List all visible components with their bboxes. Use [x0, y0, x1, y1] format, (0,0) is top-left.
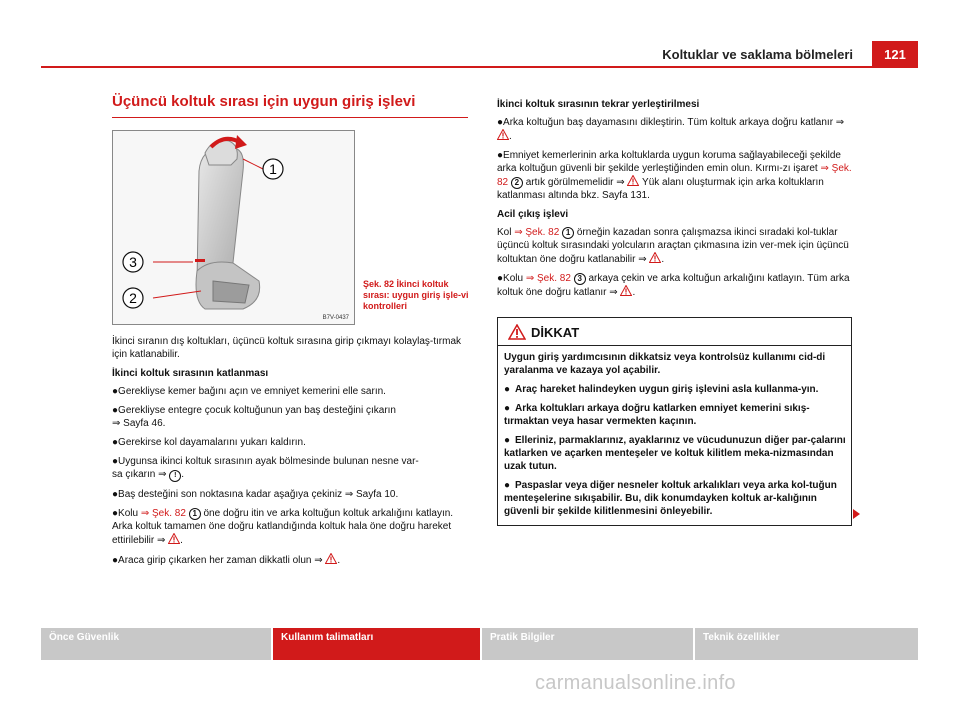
tab-safety[interactable]: Önce Güvenlik — [41, 628, 271, 660]
figure-link[interactable]: ⇒ Şek. 82 — [525, 273, 571, 284]
warning-item: ● Paspaslar veya diğer nesneler koltuk arkalıkları veya arka kol-tuğun menteşelerine sıkışabilir. Bu, dik konumdayken koltuk ar-kalığının güvenli bir şekilde kilitlenmesini önleyebilir. — [504, 480, 837, 517]
continue-arrow-icon — [853, 509, 860, 519]
list-item: ●Gerekliyse entegre çocuk koltuğunun yan baş desteğini çıkarın ⇒ Sayfa 46. — [112, 405, 396, 429]
list-item: ●Gerekirse kol dayamalarını yukarı kaldırın. — [112, 437, 306, 448]
figure-code: B7V-0437 — [322, 315, 349, 321]
section-rule — [112, 117, 468, 118]
warning-item: ● Araç hareket halindeyken uygun giriş işlevini asla kullanma-yın. — [504, 384, 819, 395]
tab-technical-data[interactable]: Teknik özellikler — [695, 628, 918, 660]
warning-triangle-icon — [508, 324, 526, 340]
warning-triangle-icon — [325, 553, 337, 564]
warning-triangle-icon — [620, 285, 632, 296]
intro-paragraph: İkinci sıranın dış koltukları, üçüncü koltuk sırasına girip çıkmayı kolaylaş-tırmak için katlanabilir. — [112, 336, 462, 360]
list-item: ●Emniyet kemerlerinin arka koltuklarda uygun koruma sağlayabileceği şekilde arka koltuğun güvenli bir şekilde yerleştiğinden emin olun. Kırmı-zı işaret ⇒ Şek. 82 2 artık görülmemelidir ⇒ Yük alanı oluşturmak için arka koltukların katlanması altında bkz. Sayfa 131. — [497, 150, 852, 201]
list-item: ●Arka koltuğun baş dayamasını dikleştirin. Tüm koltuk arkaya doğru katlanır ⇒ . — [497, 117, 845, 142]
warning-triangle-icon — [168, 533, 180, 544]
header-rule — [41, 66, 918, 68]
folding-heading: İkinci koltuk sırasının katlanması — [112, 368, 269, 379]
callout-3: 3 — [129, 254, 137, 270]
section-title: Üçüncü koltuk sırası için uygun giriş işlevi — [112, 93, 416, 110]
tab-practical-tips[interactable]: Pratik Bilgiler — [482, 628, 693, 660]
list-item: ●Gerekliyse kemer bağını açın ve emniyet kemerini elle sarın. — [112, 386, 386, 397]
right-column — [497, 98, 853, 305]
warning-triangle-icon — [649, 252, 661, 263]
warning-item: ● Arka koltukları arkaya doğru katlarken emniyet kemerini sıkış-tırmaktan veya hasar vermekten kaçının. — [504, 403, 810, 427]
figure-link[interactable]: ⇒ Şek. 82 — [497, 163, 852, 188]
figure-link[interactable]: ⇒ Şek. 82 — [140, 508, 186, 519]
callout-ref-3: 3 — [574, 273, 586, 285]
list-item: ●Araca girip çıkarken her zaman dikkatli olun ⇒ . — [112, 555, 341, 566]
figure-link[interactable]: ⇒ Şek. 82 — [514, 227, 560, 238]
warning-triangle-icon — [627, 175, 639, 186]
tab-operating-instructions[interactable]: Kullanım talimatları — [273, 628, 480, 660]
callout-ref-1: 1 — [189, 508, 201, 520]
page-number: 121 — [872, 41, 918, 67]
callout-ref-1: 1 — [562, 227, 574, 239]
callout-1: 1 — [269, 161, 277, 177]
reposition-heading: İkinci koltuk sırasının tekrar yerleştirilmesi — [497, 99, 700, 110]
seat-illustration — [113, 131, 354, 324]
warning-paragraph: Uygun giriş yardımcısının dikkatsiz veya kontrolsüz kullanımı cid-di yaralanma ve kazaya yol açabilir. — [504, 352, 826, 376]
callout-ref-2: 2 — [511, 177, 523, 189]
footer-nav — [41, 628, 918, 660]
list-item: ●Kolu ⇒ Şek. 82 1 öne doğru itin ve arka koltuğun koltuk arkalığını katlayın. Arka koltuk tamamen öne doğru katlandığında koltuk hala öne doğru hareket ettirilebilir ⇒ . — [112, 508, 454, 546]
emergency-paragraph: Kol ⇒ Şek. 82 1 örneğin kazadan sonra çalışmazsa ikinci sıradaki kol-tuklar üçüncü koltuk sırasındaki yolcuların araçtan çıkmasına izin ver-mek için üçüncü koltuktan öne doğru katlanabilir ⇒ . — [497, 227, 849, 265]
warning-triangle-icon — [497, 129, 509, 140]
figure-caption: Şek. 82 İkinci koltuk sırası: uygun giriş işle-vi kontrolleri — [363, 279, 469, 311]
list-item: ●Kolu ⇒ Şek. 82 3 arkaya çekin ve arka koltuğun arkalığını katlayın. Tüm arka koltuk öne doğru katlanır ⇒ . — [497, 273, 850, 298]
warning-header — [498, 318, 851, 346]
warning-body — [504, 351, 846, 524]
warning-title: DİKKAT — [531, 325, 580, 340]
running-header-title: Koltuklar ve saklama bölmeleri — [662, 47, 853, 62]
warning-box — [497, 317, 852, 526]
left-column — [112, 335, 468, 573]
watermark: carmanualsonline.info — [535, 672, 736, 694]
seat-figure — [112, 130, 355, 325]
callout-2: 2 — [129, 290, 137, 306]
emergency-heading: Acil çıkış işlevi — [497, 209, 569, 220]
list-item: ●Uygunsa ikinci koltuk sırasının ayak bölmesinde bulunan nesne var- sa çıkarın ⇒ ! . — [112, 456, 419, 480]
warning-item: ● Elleriniz, parmaklarınız, ayaklarınız ve vücudunuzun diğer par-çalarını katlarken ve açarken menteşeler ve koltuk kilitlem meka-nizmasından uzak tutun. — [504, 435, 846, 472]
caution-circle-icon: ! — [169, 470, 181, 482]
list-item: ●Baş desteğini son noktasına kadar aşağıya çekiniz ⇒ Sayfa 10. — [112, 489, 399, 500]
